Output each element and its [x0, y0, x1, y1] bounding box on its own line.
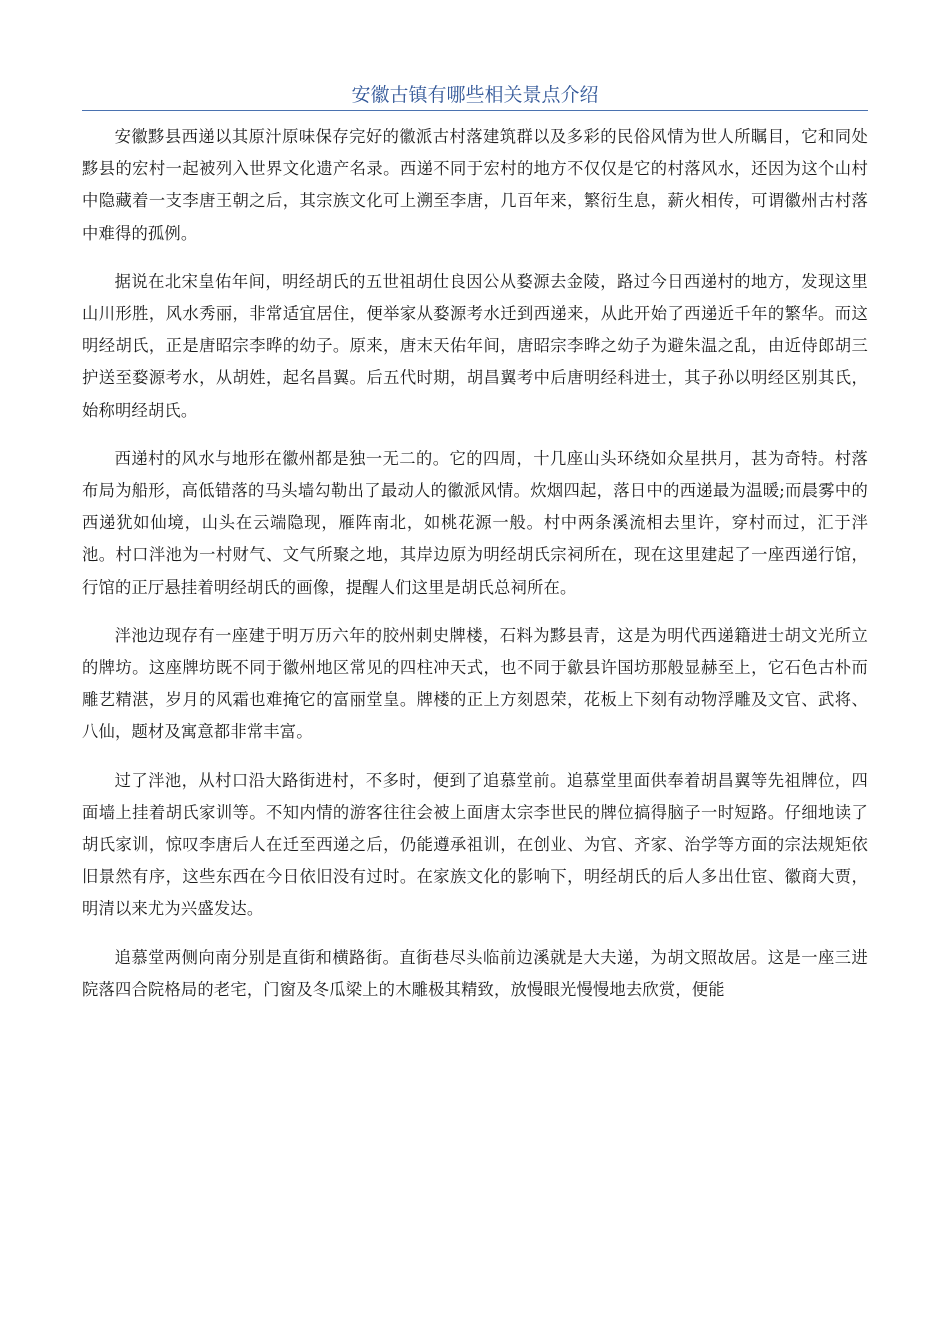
- paragraph-2: 据说在北宋皇佑年间，明经胡氏的五世祖胡仕良因公从婺源去金陵，路过今日西递村的地方，发现这里山川形胜，风水秀丽，非常适宜居住，便举家从婺源考水迁到西递来，从此开始了西递近千年的繁华。而这明经胡氏，正是唐昭宗李晔的幼子。原来，唐末天佑年间，唐昭宗李晔之幼子为避朱温之乱，由近侍郎胡三护送至婺源考水，从胡姓，起名昌翼。后五代时期，胡昌翼考中后唐明经科进士，其子孙以明经区别其氏，始称明经胡氏。: [82, 271, 868, 420]
- paragraph-5: 过了泮池，从村口沿大路街进村，不多时，便到了追慕堂前。追慕堂里面供奉着胡昌翼等先祖牌位，四面墙上挂着胡氏家训等。不知内情的游客往往会被上面唐太宗李世民的牌位搞得脑子一时短路。仔细地读了胡氏家训，惊叹李唐后人在迁至西递之后，仍能遵承祖训，在创业、为官、齐家、治学等方面的宗法规矩依旧景然有序，这些东西在今日依旧没有过时。在家族文化的影响下，明经胡氏的后人多出仕宦、徽商大贾，明清以来尤为兴盛发达。: [82, 770, 868, 919]
- paragraph-1: 安徽黟县西递以其原汁原味保存完好的徽派古村落建筑群以及多彩的民俗风情为世人所瞩目，它和同处黟县的宏村一起被列入世界文化遗产名录。西递不同于宏村的地方不仅仅是它的村落风水，还因为这个山村中隐藏着一支李唐王朝之后，其宗族文化可上溯至李唐，几百年来，繁衍生息，薪火相传，可谓徽州古村落中难得的孤例。: [82, 127, 868, 243]
- paragraph-3: 西递村的风水与地形在徽州都是独一无二的。它的四周，十几座山头环绕如众星拱月，甚为奇特。村落布局为船形，高低错落的马头墙勾勒出了最动人的徽派风情。炊烟四起，落日中的西递最为温暖;而晨雾中的西递犹如仙境，山头在云端隐现，雁阵南北，如桃花源一般。村中两条溪流相去里许，穿村而过，汇于泮池。村口泮池为一村财气、文气所聚之地，其岸边原为明经胡氏宗祠所在，现在这里建起了一座西递行馆，行馆的正厅悬挂着明经胡氏的画像，提醒人们这里是胡氏总祠所在。: [82, 448, 868, 597]
- paragraph-6: 追慕堂两侧向南分别是直街和横路街。直街巷尽头临前边溪就是大夫递，为胡文照故居。这是一座三进院落四合院格局的老宅，门窗及冬瓜梁上的木雕极其精致，放慢眼光慢慢地去欣赏，便能: [82, 947, 868, 999]
- page-title: 安徽古镇有哪些相关景点介绍: [351, 84, 599, 106]
- title-underline: [82, 110, 868, 111]
- article-body: [82, 121, 868, 1022]
- paragraph-4: 泮池边现存有一座建于明万历六年的胶州刺史牌楼，石料为黟县青，这是为明代西递籍进士胡文光所立的牌坊。这座牌坊既不同于徽州地区常见的四柱冲天式，也不同于歙县许国坊那般显赫至上，它石色古朴而雕艺精湛，岁月的风霜也难掩它的富丽堂皇。牌楼的正上方刻恩荣，花板上下刻有动物浮雕及文官、武将、八仙，题材及寓意都非常丰富。: [82, 625, 868, 742]
